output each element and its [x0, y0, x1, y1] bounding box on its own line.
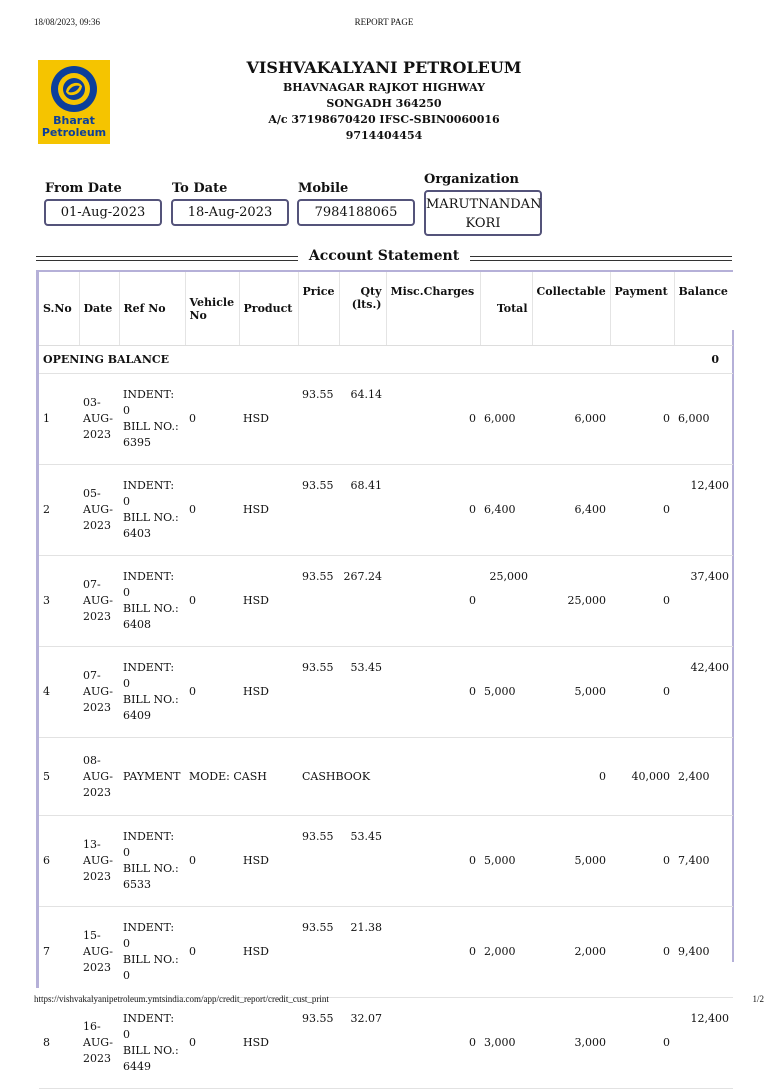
ref-part: 0 — [123, 969, 130, 982]
table-row — [39, 556, 733, 647]
print-page-number: 1/2 — [752, 994, 764, 1004]
cell-product: HSD — [239, 998, 298, 1089]
cell-payment: 0 — [610, 816, 674, 907]
ref-part: BILL NO.: — [123, 862, 179, 875]
ref-part: 6449 — [123, 1060, 151, 1073]
cell-collectable: 5,000 — [532, 816, 610, 907]
opening-balance-row — [39, 346, 733, 374]
cell-qty: 53.45 — [339, 647, 386, 738]
col-qty-header-line-2: (lts.) — [351, 298, 382, 311]
cell-price: 93.55 — [298, 556, 339, 647]
cell-total: 6,400 — [480, 465, 532, 556]
cell-total: 5,000 — [480, 647, 532, 738]
cell-sno: 2 — [39, 465, 79, 556]
ref-part: BILL NO.: — [123, 511, 179, 524]
cell-vehicle: 0 — [185, 465, 239, 556]
col-sno-header: S.No — [39, 271, 79, 346]
cell-qty: 267.24 — [339, 556, 386, 647]
cell-vehicle: 0 — [185, 998, 239, 1089]
cell-sno: 5 — [39, 738, 79, 816]
date-part: 15- — [83, 929, 101, 942]
cell-price: 93.55 — [298, 374, 339, 465]
cell-misc: 0 — [386, 374, 480, 465]
cell-date — [79, 556, 119, 647]
cell-qty: 53.45 — [339, 816, 386, 907]
ref-part: BILL NO.: — [123, 693, 179, 706]
ref-part: INDENT: — [123, 921, 175, 934]
cell-balance: 37,400 — [674, 556, 733, 647]
col-ref-header: Ref No — [119, 271, 185, 346]
cell-misc: 0 — [386, 998, 480, 1089]
cell-ref — [119, 556, 185, 647]
cell-payment: 0 — [610, 556, 674, 647]
ref-part: 6408 — [123, 618, 151, 631]
cell-product: HSD — [239, 647, 298, 738]
col-collectable-header: Collectable — [532, 271, 610, 346]
date-part: AUG- — [83, 685, 113, 698]
cell-collectable: 3,000 — [532, 998, 610, 1089]
ref-part: 0 — [123, 1028, 130, 1041]
cell-balance: 12,400 — [674, 998, 733, 1089]
col-qty-header-line-1: Qty — [360, 285, 382, 298]
table-header-row — [39, 271, 733, 346]
ref-part: 6409 — [123, 709, 151, 722]
col-price-header: Price — [298, 271, 339, 346]
cell-date — [79, 647, 119, 738]
date-part: 13- — [83, 838, 101, 851]
cell-price: 93.55 — [298, 907, 339, 998]
mobile-label: Mobile — [298, 181, 349, 196]
date-part: 07- — [83, 669, 101, 682]
cell-price: 93.55 — [298, 647, 339, 738]
cell-date — [79, 374, 119, 465]
cell-vehicle: 0 — [185, 374, 239, 465]
cell-balance: 42,400 — [674, 647, 733, 738]
cell-misc: 0 — [386, 816, 480, 907]
cell-ref: PAYMENT — [119, 738, 185, 816]
cell-collectable: 0 — [532, 738, 610, 816]
ref-part: 0 — [123, 586, 130, 599]
cell-balance: 12,400 — [674, 465, 733, 556]
date-part: AUG- — [83, 412, 113, 425]
logo-line-2: Petroleum — [41, 126, 107, 139]
cell-collectable: 6,000 — [532, 374, 610, 465]
print-datetime: 18/08/2023, 09:36 — [34, 17, 101, 27]
table-row — [39, 465, 733, 556]
table-row — [39, 374, 733, 465]
cell-misc: 0 — [386, 465, 480, 556]
ref-part: BILL NO.: — [123, 953, 179, 966]
cell-price: 93.55 — [298, 816, 339, 907]
table-row — [39, 738, 733, 816]
cell-date — [79, 738, 119, 816]
cell-payment: 0 — [610, 907, 674, 998]
mobile-field: 7984188065 — [297, 199, 415, 226]
heading-rule-right — [470, 256, 732, 261]
cell-payment-mode: MODE: CASH — [185, 738, 298, 816]
cell-sno: 3 — [39, 556, 79, 647]
col-vehicle-header-line-1: Vehicle — [189, 295, 235, 309]
date-part: 16- — [83, 1020, 101, 1033]
ref-part: 6533 — [123, 878, 151, 891]
ref-part: 0 — [123, 937, 130, 950]
cell-ref — [119, 998, 185, 1089]
ref-part: 0 — [123, 495, 130, 508]
date-part: 2023 — [83, 870, 111, 883]
date-part: AUG- — [83, 594, 113, 607]
cell-payment: 0 — [610, 647, 674, 738]
cell-ref — [119, 907, 185, 998]
cell-vehicle: 0 — [185, 556, 239, 647]
organization-name-line-2: KORI — [465, 216, 501, 231]
to-date-field: 18-Aug-2023 — [171, 199, 289, 226]
cell-date — [79, 998, 119, 1089]
cell-payment: 0 — [610, 465, 674, 556]
ref-part: 0 — [123, 846, 130, 859]
col-qty-header — [339, 271, 386, 346]
cell-collectable: 6,400 — [532, 465, 610, 556]
cell-collectable: 2,000 — [532, 907, 610, 998]
cell-payment: 0 — [610, 998, 674, 1089]
from-date-field: 01-Aug-2023 — [44, 199, 162, 226]
date-part: 2023 — [83, 428, 111, 441]
col-date-header: Date — [79, 271, 119, 346]
cell-vehicle: 0 — [185, 816, 239, 907]
company-address-2: SONGADH 364250 — [326, 97, 442, 110]
cell-misc: 0 — [386, 556, 480, 647]
to-date-label: To Date — [172, 181, 228, 196]
logo-line-1: Bharat — [53, 114, 95, 127]
opening-balance-value: 0 — [674, 346, 733, 374]
date-part: AUG- — [83, 503, 113, 516]
company-name: VISHVAKALYANI PETROLEUM — [246, 58, 522, 77]
cell-misc: 0 — [386, 647, 480, 738]
ref-part: INDENT: — [123, 830, 175, 843]
cell-ref — [119, 374, 185, 465]
date-part: 2023 — [83, 701, 111, 714]
cell-qty: 68.41 — [339, 465, 386, 556]
cell-balance: 6,000 — [674, 374, 733, 465]
ref-part: BILL NO.: — [123, 420, 179, 433]
cell-cashbook: CASHBOOK — [298, 738, 532, 816]
cell-sno: 7 — [39, 907, 79, 998]
cell-sno: 4 — [39, 647, 79, 738]
cell-product: HSD — [239, 465, 298, 556]
ref-part: INDENT: — [123, 661, 175, 674]
cell-total: 3,000 — [480, 998, 532, 1089]
print-header — [0, 17, 768, 31]
cell-total: 6,000 — [480, 374, 532, 465]
organization-name-line-1: MARUTNANDAN — [426, 197, 542, 212]
cell-sno: 6 — [39, 816, 79, 907]
cell-date — [79, 816, 119, 907]
date-part: AUG- — [83, 1036, 113, 1049]
print-title: REPORT PAGE — [354, 17, 414, 27]
cell-qty: 21.38 — [339, 907, 386, 998]
date-part: 05- — [83, 487, 101, 500]
cell-payment: 40,000 — [610, 738, 674, 816]
ref-part: BILL NO.: — [123, 602, 179, 615]
cell-collectable: 25,000 — [532, 556, 610, 647]
cell-vehicle: 0 — [185, 907, 239, 998]
cell-price: 93.55 — [298, 465, 339, 556]
ref-part: INDENT: — [123, 388, 175, 401]
cell-product: HSD — [239, 816, 298, 907]
date-part: AUG- — [83, 945, 113, 958]
date-part: 03- — [83, 396, 101, 409]
col-misc-header: Misc.Charges — [386, 271, 480, 346]
account-statement-heading — [36, 247, 732, 269]
ref-part: INDENT: — [123, 479, 175, 492]
cell-balance: 7,400 — [674, 816, 733, 907]
from-date-label: From Date — [45, 181, 122, 196]
cell-date — [79, 907, 119, 998]
date-part: 07- — [83, 578, 101, 591]
cell-product: HSD — [239, 907, 298, 998]
date-part: 2023 — [83, 610, 111, 623]
ref-part: 6403 — [123, 527, 151, 540]
cell-sno: 1 — [39, 374, 79, 465]
cell-qty: 32.07 — [339, 998, 386, 1089]
ref-part: 0 — [123, 677, 130, 690]
col-vehicle-header-line-2: No — [189, 308, 207, 322]
cell-total: 2,000 — [480, 907, 532, 998]
cell-ref — [119, 647, 185, 738]
cell-balance: 9,400 — [674, 907, 733, 998]
cell-balance: 2,400 — [674, 738, 733, 816]
cell-misc: 0 — [386, 907, 480, 998]
company-address-1: BHAVNAGAR RAJKOT HIGHWAY — [282, 81, 485, 94]
print-url: https://vishvakalyanipetroleum.ymtsindia.com/app/credit_report/credit_cust_print — [34, 994, 329, 1004]
col-payment-header: Payment — [610, 271, 674, 346]
opening-balance-label: OPENING BALANCE — [39, 346, 674, 374]
cell-product: HSD — [239, 556, 298, 647]
company-phone: 9714404454 — [345, 129, 423, 142]
date-part: 08- — [83, 753, 101, 767]
ref-part: INDENT: — [123, 1012, 175, 1025]
cell-qty: 64.14 — [339, 374, 386, 465]
date-part: AUG- — [83, 854, 113, 867]
cell-price: 93.55 — [298, 998, 339, 1089]
cell-collectable: 5,000 — [532, 647, 610, 738]
table-row — [39, 816, 733, 907]
ref-part: 6395 — [123, 436, 151, 449]
ref-part: INDENT: — [123, 570, 175, 583]
cell-sno: 8 — [39, 998, 79, 1089]
cell-payment: 0 — [610, 374, 674, 465]
organization-label: Organization — [424, 172, 519, 187]
statement-table — [39, 270, 733, 1089]
cell-date — [79, 465, 119, 556]
section-title: Account Statement — [308, 248, 460, 264]
date-part: AUG- — [83, 769, 113, 783]
print-footer — [0, 994, 768, 1008]
table-row — [39, 647, 733, 738]
organization-field — [424, 190, 542, 236]
company-account: A/c 37198670420 IFSC-SBIN0060016 — [268, 113, 500, 126]
col-vehicle-header — [185, 271, 239, 346]
ref-part: 0 — [123, 404, 130, 417]
date-part: 2023 — [83, 961, 111, 974]
cell-vehicle: 0 — [185, 647, 239, 738]
cell-ref — [119, 816, 185, 907]
ref-part: BILL NO.: — [123, 1044, 179, 1057]
col-product-header: Product — [239, 271, 298, 346]
date-part: 2023 — [83, 519, 111, 532]
col-total-header: Total — [480, 271, 532, 346]
col-balance-header: Balance — [674, 271, 733, 346]
cell-product: HSD — [239, 374, 298, 465]
table-row — [39, 907, 733, 998]
cell-total: 25,000 — [480, 556, 532, 647]
cell-ref — [119, 465, 185, 556]
date-part: 2023 — [83, 1052, 111, 1065]
table-row — [39, 998, 733, 1089]
cell-total: 5,000 — [480, 816, 532, 907]
date-part: 2023 — [83, 785, 111, 799]
